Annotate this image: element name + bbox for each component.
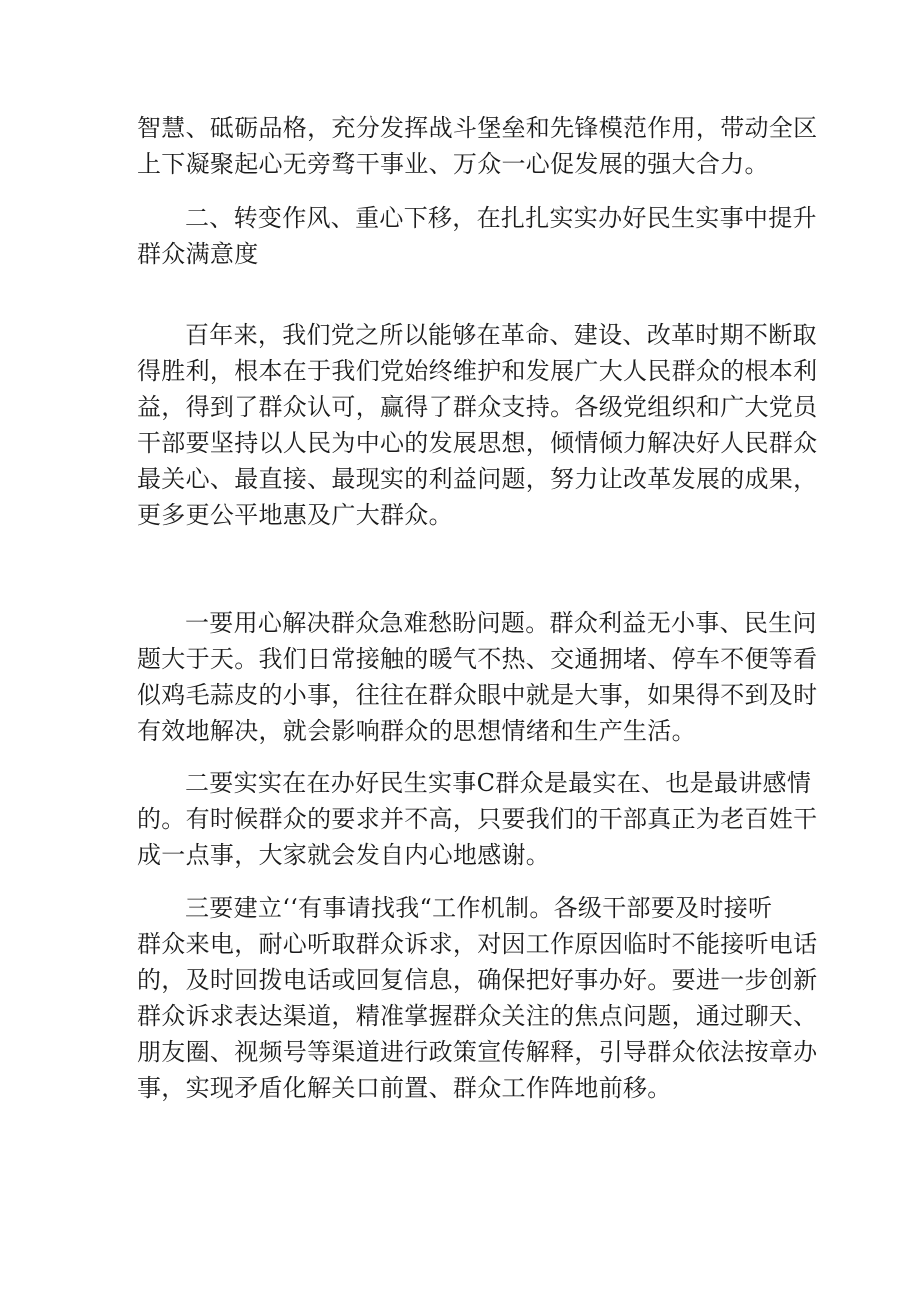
text-line: 二要实实在在办好民生实事C群众是最实在、也是最讲感情 [185, 769, 812, 797]
text-line: 百年来，我们党之所以能够在革命、建设、改革时期不断取 [185, 321, 817, 349]
paragraph-point-3 [137, 890, 818, 1106]
section-heading-2 [137, 200, 817, 272]
paragraph-intro [137, 317, 818, 533]
text-line: 事，实现矛盾化解关口前置、群众工作阵地前移。 [137, 1074, 672, 1102]
text-line: 题大于天。我们日常接触的暖气不热、交通拥堵、停车不便等看 [137, 645, 818, 673]
text-line: 有效地解决，就会影响群众的思想情绪和生产生活。 [137, 717, 696, 745]
text-line: 最关心、最直接、最现实的利益问题，努力让改革发展的成果， [137, 465, 818, 493]
text-line: 二、转变作风、重心下移，在扎扎实实办好民生实事中提升 [185, 204, 817, 232]
text-line: 得胜利，根本在于我们党始终维护和发展广大人民群众的根本利 [137, 357, 818, 385]
text-line: 智慧、砥砺品格，充分发挥战斗堡垒和先锋模范作用，带动全区 [137, 114, 818, 142]
text-line: 似鸡毛蒜皮的小事，往往在群众眼中就是大事，如果得不到及时 [137, 681, 818, 709]
text-line: 的。有时候群众的要求并不高，只要我们的干部真正为老百姓干 [137, 805, 818, 833]
text-line: 群众满意度 [137, 240, 259, 268]
text-line: 更多更公平地惠及广大群众。 [137, 501, 453, 529]
text-line: 群众来电，耐心听取群众诉求，对因工作原因临时不能接听电话 [137, 930, 818, 958]
text-line: 群众诉求表达渠道，精准掌握群众关注的焦点问题，通过聊天、 [137, 1002, 818, 1030]
text-line: 的，及时回拨电话或回复信息，确保把好事办好。要进一步创新 [137, 966, 818, 994]
paragraph-continuation [137, 110, 818, 182]
text-line: 上下凝聚起心无旁骛干事业、万众一心促发展的强大合力。 [137, 150, 769, 178]
text-line: 干部要坚持以人民为中心的发展思想，倾情倾力解决好人民群众 [137, 429, 818, 457]
paragraph-point-1 [137, 605, 818, 749]
text-line: 一要用心解决群众急难愁盼问题。群众利益无小事、民生问 [185, 609, 817, 637]
text-line: 三要建立‘‘有事请找我“工作机制。各级干部要及时接听 [185, 894, 773, 922]
text-line: 成一点事，大家就会发自内心地感谢。 [137, 841, 551, 869]
paragraph-point-2 [137, 765, 818, 873]
text-line: 益，得到了群众认可，赢得了群众支持。各级党组织和广大党员 [137, 393, 818, 421]
text-line: 朋友圈、视频号等渠道进行政策宣传解释，引导群众依法按章办 [137, 1038, 818, 1066]
